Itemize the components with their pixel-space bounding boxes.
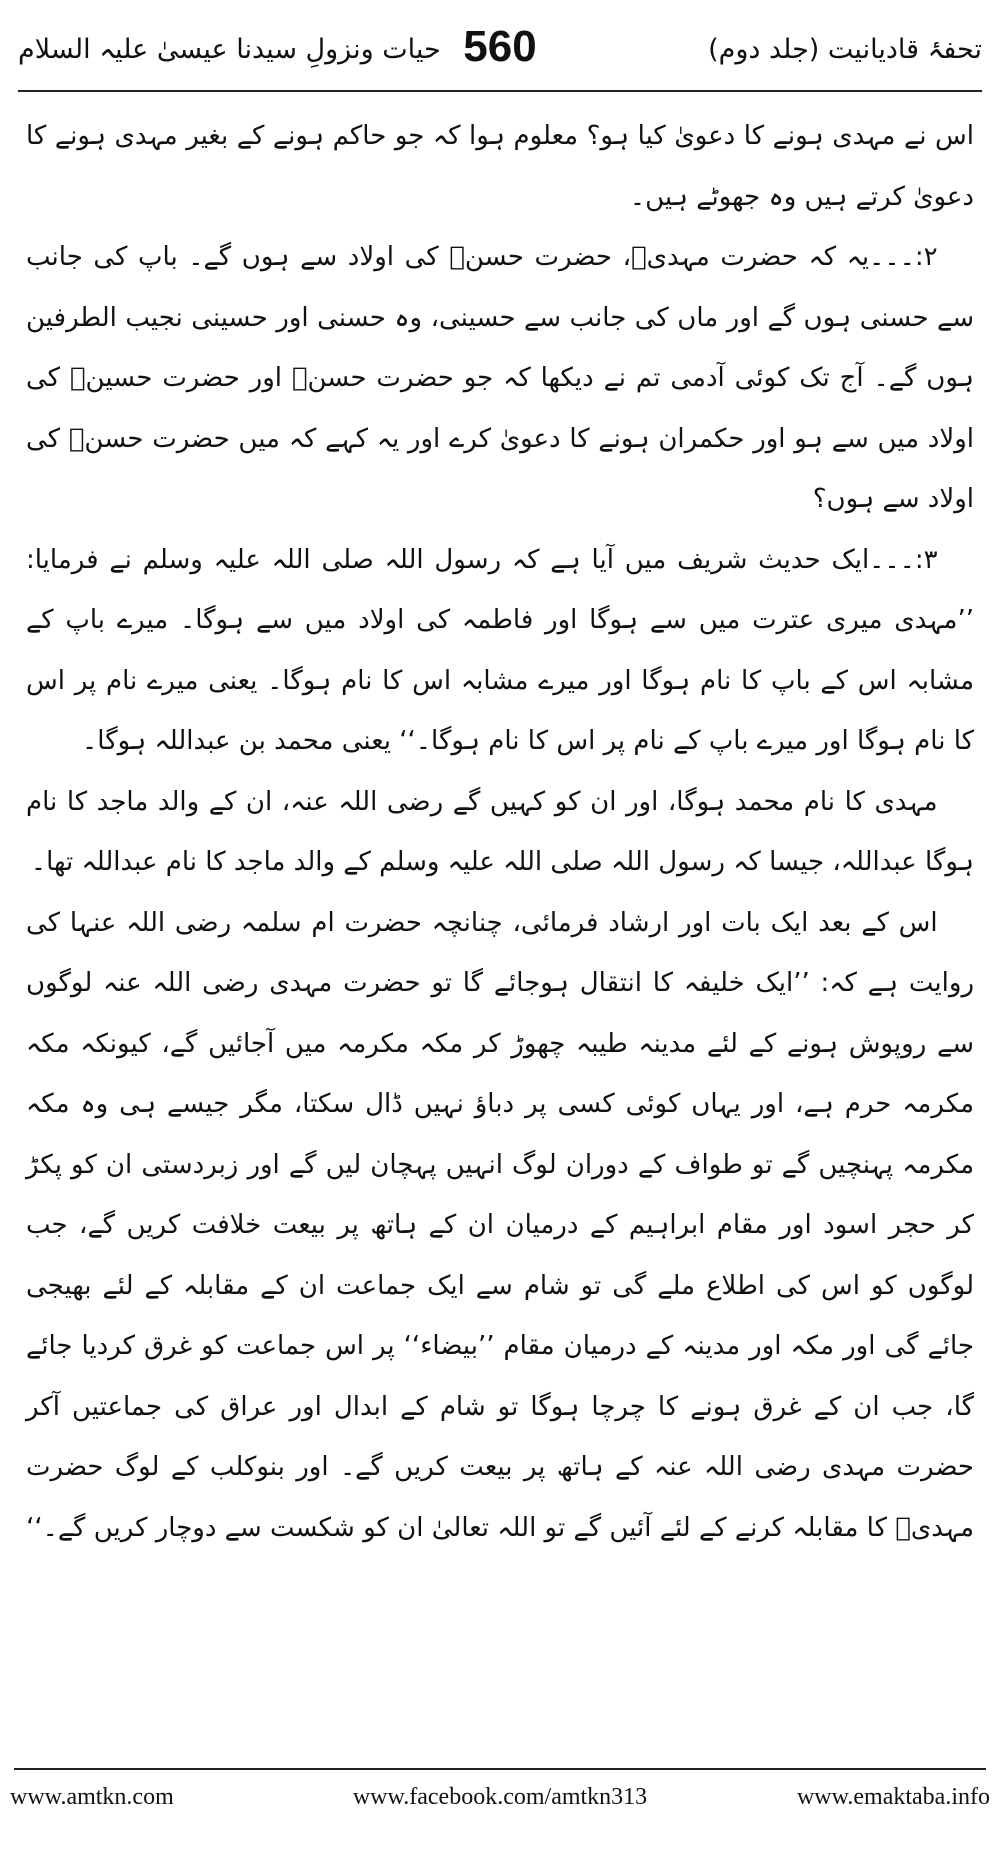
page-footer [10,1784,990,1824]
paragraph-5: اس کے بعد ایک بات اور ارشاد فرمائی، چنانچہ حضرت ام سلمہ رضی اللہ عنہا کی روایت ہے کہ: ’’ایک خلیفہ کا انتقال ہوجائے گا تو حضرت مہدی رضی اللہ عنہ لوگوں سے روپوش ہونے کے لئے مدینہ طیبہ چھوڑ کر مکہ مکرمہ میں آجائیں گے، کیونکہ مکہ مکرمہ حرم ہے، اور یہاں کوئی کسی پر دباؤ نہیں ڈال سکتا، مگر جیسے ہی وہ مکہ مکرمہ پہنچیں گے تو طواف کے دوران لوگ انہیں پہچان لیں گے اور زبردستی ان کو پکڑ کر حجر اسود اور مقام ابراہیم کے درمیان ان کے ہاتھ پر بیعت خلافت کریں گے، جب لوگوں کو اس کی اطلاع ملے گی تو شام سے ایک جماعت ان کے مقابلہ کے لئے بھیجی جائے گی اور مکہ اور مدینہ کے درمیان مقام ’’بیضاء‘‘ پر اس جماعت کو غرق کردیا جائے گا، جب ان کے غرق ہونے کا چرچا ہوگا تو شام کے ابدال اور عراق کی جماعتیں آکر حضرت مہدی رضی اللہ عنہ کے ہاتھ پر بیعت کریں گے۔ اور بنوکلب کے لوگ حضرت مہدیؓ کا مقابلہ کرنے کے لئے آئیں گے تو اللہ تعالیٰ ان کو شکست سے دوچار کریں گے۔‘‘ [26,907,974,1543]
footer-link-facebook[interactable]: www.facebook.com/amtkn313 [352,1784,648,1810]
footer-link-amtkn[interactable]: www.amtkn.com [10,1784,174,1810]
page-number: 560 [463,22,537,71]
footer-divider [14,1768,986,1770]
paragraph-3: ۳:۔۔۔ایک حدیث شریف میں آیا ہے کہ رسول اللہ صلی اللہ علیہ وسلم نے فرمایا: ’’مہدی میری عترت میں سے ہوگا اور فاطمہ کی اولاد میں سے ہوگا۔ میرے باپ کے مشابہ اس کے باپ کا نام ہوگا اور میرے مشابہ اس کا نام ہوگا۔ یعنی میرے نام پر اس کا نام ہوگا اور میرے باپ کے نام پر اس کا نام ہوگا۔‘‘ یعنی محمد بن عبداللہ ہوگا۔ [26,544,974,756]
header-divider [18,90,982,92]
book-title: تحفۂ قادیانیت (جلد دوم) [708,34,982,65]
paragraph-1: اس نے مہدی ہونے کا دعویٰ کیا ہو؟ معلوم ہوا کہ جو حاکم ہونے کے بغیر مہدی ہونے کا دعویٰ کرتے ہیں وہ جھوٹے ہیں۔ [26,121,974,212]
chapter-title: حیات ونزولِ سیدنا عیسیٰ علیہ السلام [18,34,441,65]
paragraph-4: مہدی کا نام محمد ہوگا، اور ان کو کہیں گے رضی اللہ عنہ، ان کے والد ماجد کا نام ہوگا عبداللہ، جیسا کہ رسول اللہ صلی اللہ علیہ وسلم کے والد ماجد کا نام عبداللہ تھا۔ [26,786,974,877]
page-body [26,106,974,1748]
footer-link-emaktaba[interactable]: www.emaktaba.info [796,1784,990,1810]
page-header [18,20,982,90]
paragraph-2: ۲:۔۔۔یہ کہ حضرت مہدیؓ، حضرت حسنؓ کی اولاد سے ہوں گے۔ باپ کی جانب سے حسنی ہوں گے اور ماں کی جانب سے حسینی، وہ حسنی اور حسینی نجیب الطرفین ہوں گے۔ آج تک کوئی آدمی تم نے دیکھا کہ جو حضرت حسنؓ اور حضرت حسینؓ کی اولاد میں سے ہو اور حکمران ہونے کا دعویٰ کرے اور یہ کہے کہ میں حضرت حسنؓ کی اولاد سے ہوں؟ [26,242,974,514]
